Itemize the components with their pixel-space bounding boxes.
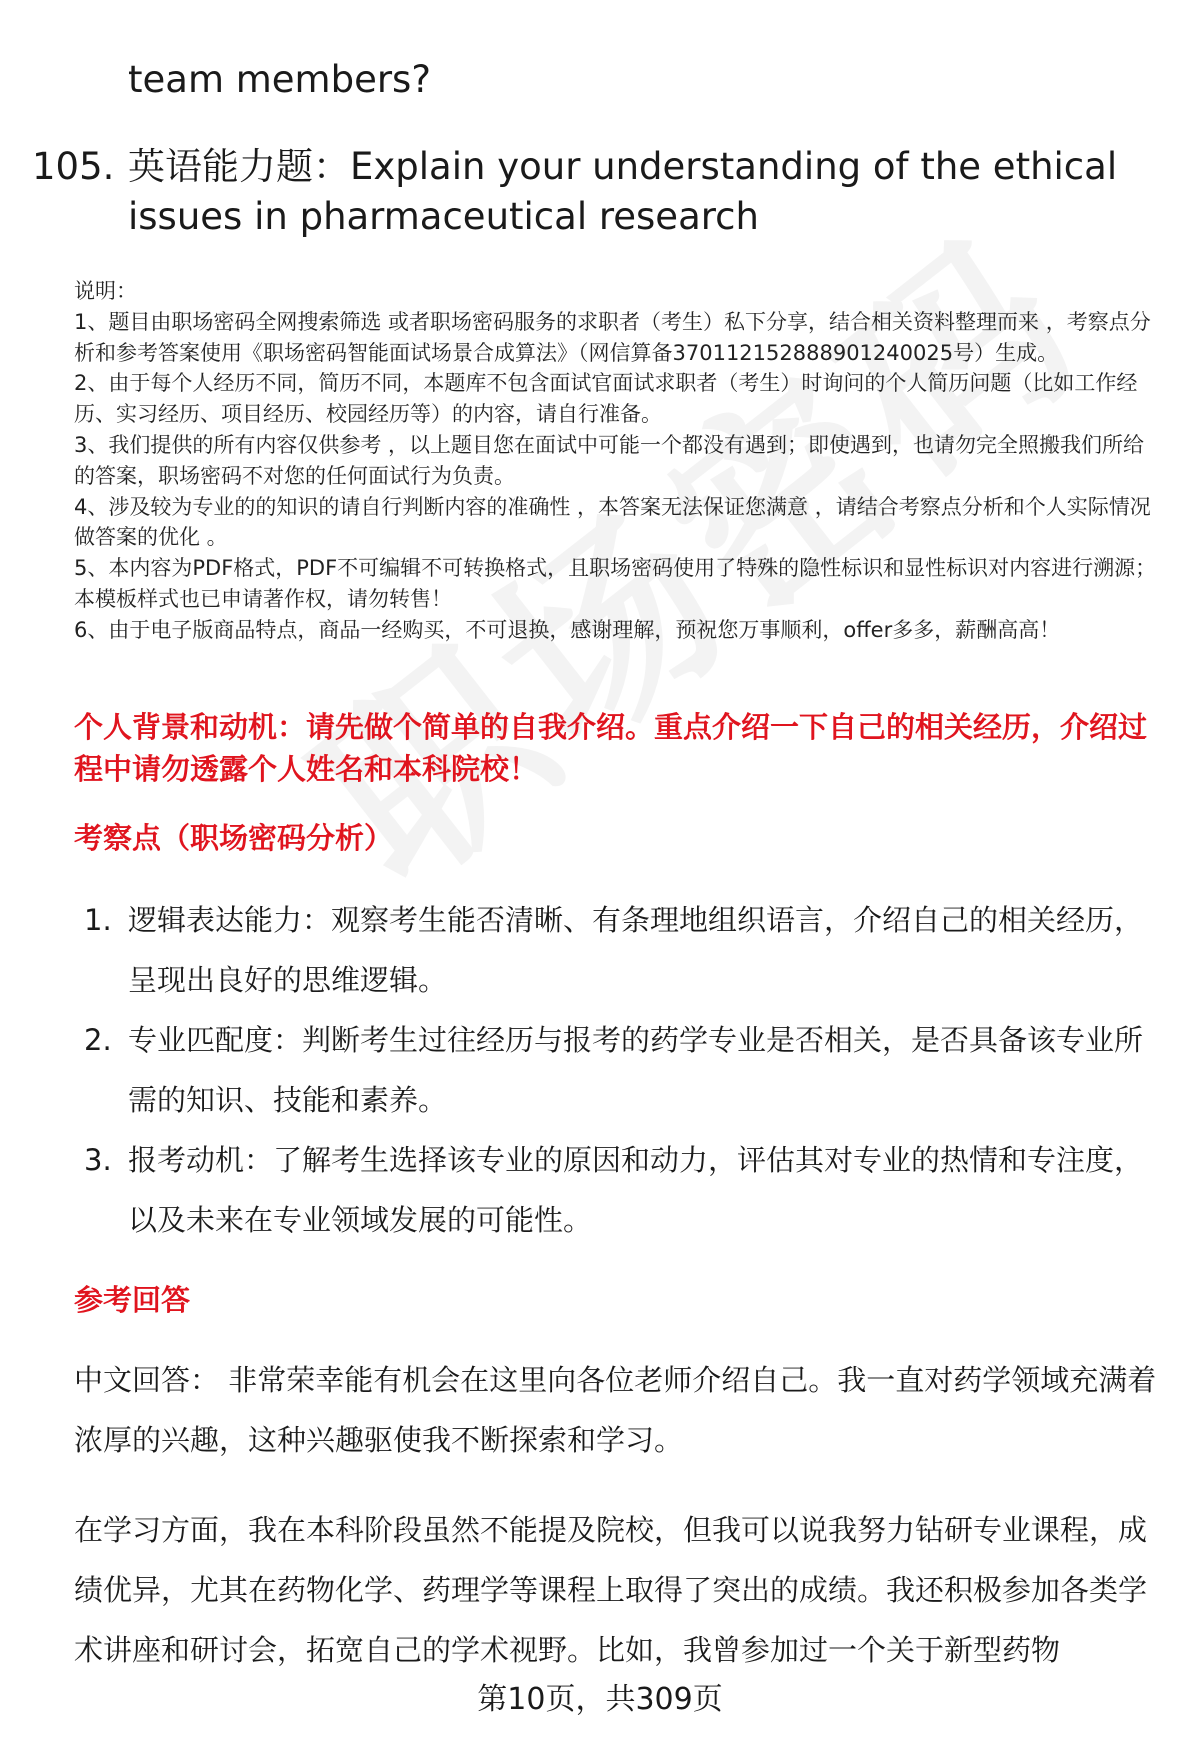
notes-item: 5、本内容为PDF格式，PDF不可编辑不可转换格式，且职场密码使用了特殊的隐性标识和显性标识对内容进行溯源；本模板样式也已申请著作权，请勿转售！ [74,556,1157,611]
notes-item: 1、题目由职场密码全网搜索筛选 或者职场密码服务的求职者（考生）私下分享，结合相关资料整理而来 ，考察点分析和参考答案使用《职场密码智能面试场景合成算法》（网信算备370112152888901240025号）生成。 [74,309,1151,365]
list-item-number: 1. [84,903,112,937]
notes-heading: 说明： [74,279,137,303]
list-item-number: 2. [84,1023,112,1057]
question-continuation: team members? [128,58,431,101]
notes-item: 4、涉及较为专业的的知识的请自行判断内容的准确性 ，本答案无法保证您满意 ，请结合考察点分析和个人实际情况做答案的优化 。 [74,494,1151,550]
analysis-list [74,890,1160,1250]
page-footer: 第10页，共309页 [477,1682,723,1717]
list-item-text: 专业匹配度：判断考生过往经历与报考的药学专业是否相关，是否具备该专业所需的知识、技能和素养。 [128,1023,1144,1117]
analysis-heading: 考察点（职场密码分析） [74,821,394,855]
list-item [74,1010,1160,1130]
topic-title: 个人背景和动机：请先做个简单的自我介绍。重点介绍一下自己的相关经历，介绍过程中请勿透露个人姓名和本科院校！ [74,710,1148,786]
reference-heading: 参考回答 [74,1283,191,1317]
question-105 [32,142,1152,242]
question-number: 105. [32,145,115,188]
list-item [74,890,1160,1010]
reference-paragraph-1: 中文回答： 非常荣幸能有机会在这里向各位老师介绍自己。我一直对药学领域充满着浓厚的兴趣，这种兴趣驱使我不断探索和学习。 [74,1363,1157,1457]
list-item-text: 报考动机：了解考生选择该专业的原因和动力，评估其对专业的热情和专注度，以及未来在专业领域发展的可能性。 [128,1143,1144,1237]
notes-item: 6、由于电子版商品特点，商品一经购买，不可退换，感谢理解，预祝您万事顺利，offer多多，薪酬高高！ [74,617,1061,642]
notes-block [74,276,1160,646]
list-item-text: 逻辑表达能力：观察考生能否清晰、有条理地组织语言，介绍自己的相关经历，呈现出良好的思维逻辑。 [128,903,1144,997]
question-text: 英语能力题：Explain your understanding of the ethical issues in pharmaceutical research [128,145,1118,238]
reference-paragraph-2: 在学习方面，我在本科阶段虽然不能提及院校，但我可以说我努力钻研专业课程，成绩优异，尤其在药物化学、药理学等课程上取得了突出的成绩。我还积极参加各类学术讲座和研讨会，拓宽自己的学术视野。比如，我曾参加过一个关于新型药物 [74,1513,1148,1667]
notes-item: 3、我们提供的所有内容仅供参考 ，以上题目您在面试中可能一个都没有遇到；即使遇到，也请勿完全照搬我们所给的答案，职场密码不对您的任何面试行为负责。 [74,432,1145,488]
notes-item: 2、由于每个人经历不同，简历不同，本题库不包含面试官面试求职者（考生）时询问的个人简历问题（比如工作经历、实习经历、项目经历、校园经历等）的内容，请自行准备。 [74,371,1138,427]
list-item-number: 3. [84,1143,112,1177]
list-item [74,1130,1160,1250]
